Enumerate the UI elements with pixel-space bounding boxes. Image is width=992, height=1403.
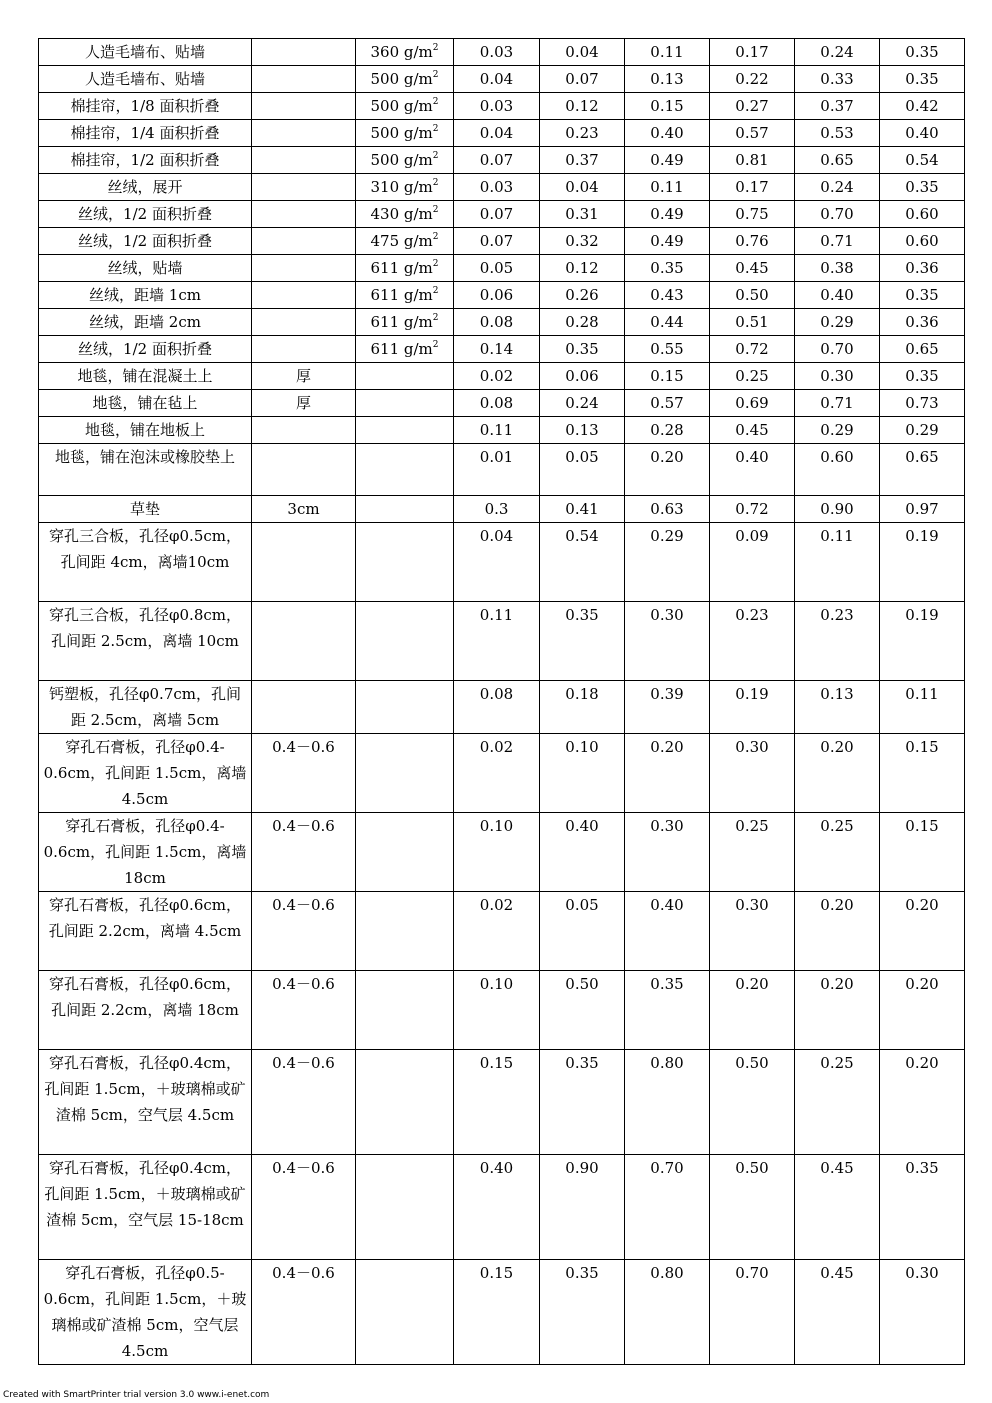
coefficient-cell: 0.33	[795, 66, 880, 93]
thickness-cell	[252, 309, 356, 336]
coefficient-cell: 0.40	[454, 1155, 540, 1260]
coefficient-cell: 0.20	[795, 734, 880, 813]
coefficient-cell: 0.38	[795, 255, 880, 282]
coefficient-cell: 0.15	[625, 93, 710, 120]
material-cell: 地毯，铺在毡上	[39, 390, 252, 417]
coefficient-cell: 0.45	[795, 1155, 880, 1260]
coefficient-cell: 0.45	[710, 255, 795, 282]
coefficient-cell: 0.40	[625, 892, 710, 971]
thickness-cell: 3cm	[252, 496, 356, 523]
coefficient-cell: 0.24	[795, 39, 880, 66]
weight-value: 611 g/m	[370, 340, 433, 358]
coefficient-cell: 0.90	[795, 496, 880, 523]
coefficient-cell: 0.06	[454, 282, 540, 309]
coefficient-cell: 0.50	[710, 282, 795, 309]
coefficient-cell: 0.10	[540, 734, 625, 813]
coefficient-cell: 0.81	[710, 147, 795, 174]
coefficient-cell: 0.35	[540, 1260, 625, 1365]
coefficient-cell: 0.25	[710, 813, 795, 892]
coefficient-cell: 0.02	[454, 363, 540, 390]
coefficient-cell: 0.04	[454, 66, 540, 93]
coefficient-cell: 0.45	[795, 1260, 880, 1365]
coefficient-cell: 0.30	[710, 734, 795, 813]
coefficient-cell: 0.31	[540, 201, 625, 228]
coefficient-cell: 0.75	[710, 201, 795, 228]
coefficient-cell: 0.65	[880, 444, 965, 496]
coefficient-cell: 0.20	[880, 1050, 965, 1155]
weight-cell	[356, 681, 454, 734]
coefficient-cell: 0.36	[880, 309, 965, 336]
material-cell: 穿孔三合板，孔径φ0.8cm，孔间距 2.5cm，离墙 10cm	[39, 602, 252, 681]
material-cell: 穿孔石膏板，孔径φ0.4cm，孔间距 1.5cm，＋玻璃棉或矿渣棉 5cm，空气层 4.5cm	[39, 1050, 252, 1155]
coefficient-cell: 0.70	[625, 1155, 710, 1260]
thickness-cell	[252, 602, 356, 681]
material-cell: 人造毛墙布、贴墙	[39, 66, 252, 93]
coefficient-cell: 0.80	[625, 1050, 710, 1155]
coefficient-cell: 0.49	[625, 201, 710, 228]
coefficient-cell: 0.20	[880, 892, 965, 971]
coefficient-cell: 0.35	[880, 66, 965, 93]
thickness-cell	[252, 681, 356, 734]
coefficient-cell: 0.11	[454, 417, 540, 444]
coefficient-cell: 0.49	[625, 147, 710, 174]
weight-cell	[356, 1155, 454, 1260]
coefficient-cell: 0.17	[710, 39, 795, 66]
coefficient-cell: 0.24	[795, 174, 880, 201]
table-row	[39, 1050, 965, 1155]
weight-cell	[356, 309, 454, 336]
coefficient-cell: 0.08	[454, 309, 540, 336]
weight-unit-exponent: 2	[432, 70, 439, 80]
coefficient-cell: 0.35	[880, 282, 965, 309]
material-cell: 丝绒，展开	[39, 174, 252, 201]
coefficient-cell: 0.01	[454, 444, 540, 496]
weight-value: 500 g/m	[370, 97, 433, 115]
coefficient-cell: 0.13	[795, 681, 880, 734]
coefficient-cell: 0.63	[625, 496, 710, 523]
material-cell: 钙塑板，孔径φ0.7cm，孔间距 2.5cm，离墙 5cm	[39, 681, 252, 734]
material-cell: 棉挂帘，1/2 面积折叠	[39, 147, 252, 174]
weight-unit-exponent: 2	[432, 97, 439, 107]
weight-cell	[356, 174, 454, 201]
thickness-cell	[252, 39, 356, 66]
coefficient-cell: 0.53	[795, 120, 880, 147]
table-row	[39, 174, 965, 201]
coefficient-cell: 0.11	[454, 602, 540, 681]
coefficient-cell: 0.14	[454, 336, 540, 363]
coefficient-cell: 0.80	[625, 1260, 710, 1365]
table-row	[39, 255, 965, 282]
thickness-cell: 0.4－0.6	[252, 892, 356, 971]
thickness-cell	[252, 417, 356, 444]
coefficient-cell: 0.12	[540, 93, 625, 120]
table-row	[39, 444, 965, 496]
coefficient-cell: 0.28	[540, 309, 625, 336]
coefficient-cell: 0.40	[625, 120, 710, 147]
weight-value: 500 g/m	[370, 151, 433, 169]
coefficient-cell: 0.17	[710, 174, 795, 201]
coefficient-cell: 0.15	[880, 734, 965, 813]
coefficient-cell: 0.40	[880, 120, 965, 147]
coefficient-cell: 0.70	[795, 336, 880, 363]
coefficient-cell: 0.20	[625, 444, 710, 496]
weight-unit-exponent: 2	[432, 124, 439, 134]
coefficient-cell: 0.72	[710, 496, 795, 523]
weight-cell	[356, 147, 454, 174]
thickness-cell: 0.4－0.6	[252, 971, 356, 1050]
thickness-cell	[252, 174, 356, 201]
coefficient-cell: 0.11	[625, 174, 710, 201]
thickness-cell: 0.4－0.6	[252, 813, 356, 892]
coefficient-cell: 0.30	[625, 813, 710, 892]
coefficient-cell: 0.35	[540, 602, 625, 681]
weight-cell	[356, 602, 454, 681]
coefficient-cell: 0.23	[710, 602, 795, 681]
coefficient-cell: 0.40	[710, 444, 795, 496]
coefficient-cell: 0.35	[880, 1155, 965, 1260]
material-cell: 棉挂帘，1/8 面积折叠	[39, 93, 252, 120]
thickness-cell	[252, 120, 356, 147]
thickness-cell	[252, 147, 356, 174]
table-row	[39, 892, 965, 971]
coefficient-cell: 0.43	[625, 282, 710, 309]
coefficient-cell: 0.60	[880, 228, 965, 255]
material-cell: 丝绒，1/2 面积折叠	[39, 228, 252, 255]
coefficient-cell: 0.97	[880, 496, 965, 523]
table-row	[39, 228, 965, 255]
table-row	[39, 813, 965, 892]
material-cell: 丝绒，距墙 1cm	[39, 282, 252, 309]
table-row	[39, 39, 965, 66]
table-row	[39, 681, 965, 734]
material-cell: 人造毛墙布、贴墙	[39, 39, 252, 66]
weight-value: 360 g/m	[370, 43, 433, 61]
table-row	[39, 971, 965, 1050]
coefficient-cell: 0.71	[795, 390, 880, 417]
coefficient-cell: 0.19	[880, 523, 965, 602]
weight-unit-exponent: 2	[432, 151, 439, 161]
coefficient-cell: 0.15	[625, 363, 710, 390]
thickness-cell	[252, 201, 356, 228]
coefficient-cell: 0.04	[454, 120, 540, 147]
table-row	[39, 120, 965, 147]
coefficient-cell: 0.32	[540, 228, 625, 255]
weight-cell	[356, 1050, 454, 1155]
table-row	[39, 309, 965, 336]
coefficient-cell: 0.20	[795, 892, 880, 971]
coefficient-cell: 0.05	[540, 892, 625, 971]
weight-cell	[356, 363, 454, 390]
thickness-cell: 厚	[252, 363, 356, 390]
weight-value: 310 g/m	[370, 178, 433, 196]
coefficient-cell: 0.50	[710, 1155, 795, 1260]
material-cell: 草垫	[39, 496, 252, 523]
weight-cell	[356, 496, 454, 523]
material-cell: 穿孔三合板，孔径φ0.5cm，孔间距 4cm，离墙10cm	[39, 523, 252, 602]
coefficient-cell: 0.03	[454, 93, 540, 120]
coefficient-cell: 0.71	[795, 228, 880, 255]
coefficient-cell: 0.65	[795, 147, 880, 174]
weight-value: 475 g/m	[370, 232, 433, 250]
coefficient-cell: 0.24	[540, 390, 625, 417]
coefficient-cell: 0.15	[454, 1050, 540, 1155]
coefficient-cell: 0.23	[540, 120, 625, 147]
coefficient-cell: 0.10	[454, 971, 540, 1050]
coefficient-cell: 0.27	[710, 93, 795, 120]
thickness-cell: 0.4－0.6	[252, 734, 356, 813]
weight-unit-exponent: 2	[432, 286, 439, 296]
table-row	[39, 1155, 965, 1260]
weight-cell	[356, 390, 454, 417]
coefficient-cell: 0.05	[454, 255, 540, 282]
coefficient-cell: 0.70	[710, 1260, 795, 1365]
material-cell: 丝绒，1/2 面积折叠	[39, 201, 252, 228]
coefficient-cell: 0.04	[454, 523, 540, 602]
coefficient-cell: 0.35	[540, 1050, 625, 1155]
thickness-cell: 厚	[252, 390, 356, 417]
thickness-cell	[252, 444, 356, 496]
coefficient-cell: 0.35	[540, 336, 625, 363]
coefficient-cell: 0.07	[454, 147, 540, 174]
table-row	[39, 336, 965, 363]
table-row	[39, 66, 965, 93]
footer-watermark: Created with SmartPrinter trial version 3.0 www.i-enet.com	[3, 1390, 270, 1400]
coefficient-cell: 0.57	[710, 120, 795, 147]
coefficient-cell: 0.15	[880, 813, 965, 892]
thickness-cell	[252, 255, 356, 282]
material-cell: 穿孔石膏板，孔径φ0.4-0.6cm，孔间距 1.5cm，离墙 18cm	[39, 813, 252, 892]
coefficient-cell: 0.11	[625, 39, 710, 66]
weight-unit-exponent: 2	[432, 178, 439, 188]
thickness-cell	[252, 228, 356, 255]
weight-cell	[356, 813, 454, 892]
coefficient-cell: 0.54	[540, 523, 625, 602]
weight-unit-exponent: 2	[432, 205, 439, 215]
coefficient-cell: 0.45	[710, 417, 795, 444]
coefficient-cell: 0.20	[625, 734, 710, 813]
coefficient-cell: 0.11	[880, 681, 965, 734]
coefficient-cell: 0.73	[880, 390, 965, 417]
coefficient-cell: 0.15	[454, 1260, 540, 1365]
thickness-cell	[252, 282, 356, 309]
coefficient-cell: 0.20	[795, 971, 880, 1050]
weight-value: 611 g/m	[370, 313, 433, 331]
weight-cell	[356, 255, 454, 282]
coefficient-cell: 0.08	[454, 390, 540, 417]
material-cell: 地毯，铺在地板上	[39, 417, 252, 444]
table-row	[39, 282, 965, 309]
weight-unit-exponent: 2	[432, 232, 439, 242]
coefficient-cell: 0.06	[540, 363, 625, 390]
material-cell: 丝绒，距墙 2cm	[39, 309, 252, 336]
coefficient-cell: 0.25	[710, 363, 795, 390]
coefficient-cell: 0.05	[540, 444, 625, 496]
thickness-cell: 0.4－0.6	[252, 1155, 356, 1260]
coefficient-cell: 0.40	[795, 282, 880, 309]
coefficient-cell: 0.72	[710, 336, 795, 363]
coefficient-cell: 0.40	[540, 813, 625, 892]
coefficient-cell: 0.26	[540, 282, 625, 309]
weight-cell	[356, 336, 454, 363]
material-cell: 穿孔石膏板，孔径φ0.6cm，孔间距 2.2cm，离墙 4.5cm	[39, 892, 252, 971]
coefficient-cell: 0.3	[454, 496, 540, 523]
coefficient-cell: 0.29	[880, 417, 965, 444]
weight-value: 500 g/m	[370, 124, 433, 142]
weight-unit-exponent: 2	[432, 43, 439, 53]
coefficient-cell: 0.04	[540, 174, 625, 201]
coefficient-cell: 0.35	[625, 255, 710, 282]
coefficient-cell: 0.10	[454, 813, 540, 892]
coefficient-cell: 0.37	[795, 93, 880, 120]
weight-cell	[356, 66, 454, 93]
weight-value: 500 g/m	[370, 70, 433, 88]
coefficient-cell: 0.07	[454, 228, 540, 255]
coefficient-cell: 0.04	[540, 39, 625, 66]
coefficient-cell: 0.13	[540, 417, 625, 444]
coefficient-cell: 0.20	[880, 971, 965, 1050]
thickness-cell	[252, 523, 356, 602]
coefficient-cell: 0.35	[880, 39, 965, 66]
coefficient-cell: 0.30	[795, 363, 880, 390]
coefficient-cell: 0.25	[795, 1050, 880, 1155]
weight-cell	[356, 734, 454, 813]
material-cell: 丝绒，贴墙	[39, 255, 252, 282]
weight-cell	[356, 892, 454, 971]
table-row	[39, 523, 965, 602]
coefficient-cell: 0.29	[625, 523, 710, 602]
coefficient-cell: 0.42	[880, 93, 965, 120]
coefficient-cell: 0.36	[880, 255, 965, 282]
coefficient-cell: 0.03	[454, 174, 540, 201]
weight-cell	[356, 39, 454, 66]
weight-value: 611 g/m	[370, 286, 433, 304]
table-row	[39, 602, 965, 681]
coefficient-cell: 0.29	[795, 417, 880, 444]
coefficient-cell: 0.30	[710, 892, 795, 971]
material-cell: 地毯，铺在泡沫或橡胶垫上	[39, 444, 252, 496]
coefficient-cell: 0.69	[710, 390, 795, 417]
coefficient-cell: 0.02	[454, 734, 540, 813]
coefficient-cell: 0.39	[625, 681, 710, 734]
table-body	[39, 39, 965, 1365]
coefficient-cell: 0.03	[454, 39, 540, 66]
thickness-cell	[252, 93, 356, 120]
coefficient-cell: 0.07	[540, 66, 625, 93]
weight-cell	[356, 120, 454, 147]
coefficient-cell: 0.41	[540, 496, 625, 523]
coefficient-cell: 0.18	[540, 681, 625, 734]
weight-cell	[356, 93, 454, 120]
weight-value: 611 g/m	[370, 259, 433, 277]
coefficient-cell: 0.50	[710, 1050, 795, 1155]
absorption-coefficient-table	[38, 38, 965, 1365]
thickness-cell	[252, 66, 356, 93]
table-row	[39, 201, 965, 228]
coefficient-cell: 0.23	[795, 602, 880, 681]
coefficient-cell: 0.09	[710, 523, 795, 602]
coefficient-cell: 0.25	[795, 813, 880, 892]
weight-cell	[356, 444, 454, 496]
coefficient-cell: 0.35	[880, 174, 965, 201]
material-cell: 丝绒，1/2 面积折叠	[39, 336, 252, 363]
weight-cell	[356, 282, 454, 309]
thickness-cell: 0.4－0.6	[252, 1050, 356, 1155]
table-row	[39, 496, 965, 523]
coefficient-cell: 0.07	[454, 201, 540, 228]
weight-cell	[356, 228, 454, 255]
table-row	[39, 147, 965, 174]
weight-cell	[356, 971, 454, 1050]
weight-cell	[356, 1260, 454, 1365]
coefficient-cell: 0.70	[795, 201, 880, 228]
weight-cell	[356, 417, 454, 444]
table-row	[39, 734, 965, 813]
table-row	[39, 363, 965, 390]
material-cell: 穿孔石膏板，孔径φ0.4-0.6cm，孔间距 1.5cm，离墙 4.5cm	[39, 734, 252, 813]
coefficient-cell: 0.44	[625, 309, 710, 336]
thickness-cell: 0.4－0.6	[252, 1260, 356, 1365]
table-row	[39, 93, 965, 120]
coefficient-cell: 0.49	[625, 228, 710, 255]
material-cell: 地毯，铺在混凝土上	[39, 363, 252, 390]
coefficient-cell: 0.20	[710, 971, 795, 1050]
weight-unit-exponent: 2	[432, 259, 439, 269]
material-cell: 穿孔石膏板，孔径φ0.5-0.6cm，孔间距 1.5cm，＋玻璃棉或矿渣棉 5cm，空气层 4.5cm	[39, 1260, 252, 1365]
material-cell: 穿孔石膏板，孔径φ0.6cm，孔间距 2.2cm，离墙 18cm	[39, 971, 252, 1050]
coefficient-cell: 0.19	[710, 681, 795, 734]
coefficient-cell: 0.51	[710, 309, 795, 336]
weight-cell	[356, 523, 454, 602]
coefficient-cell: 0.30	[880, 1260, 965, 1365]
thickness-cell	[252, 336, 356, 363]
coefficient-cell: 0.19	[880, 602, 965, 681]
weight-value: 430 g/m	[370, 205, 433, 223]
coefficient-cell: 0.37	[540, 147, 625, 174]
coefficient-cell: 0.13	[625, 66, 710, 93]
coefficient-cell: 0.76	[710, 228, 795, 255]
table-row	[39, 1260, 965, 1365]
coefficient-cell: 0.08	[454, 681, 540, 734]
table-row	[39, 417, 965, 444]
coefficient-cell: 0.22	[710, 66, 795, 93]
coefficient-cell: 0.90	[540, 1155, 625, 1260]
coefficient-cell: 0.35	[880, 363, 965, 390]
weight-cell	[356, 201, 454, 228]
material-cell: 棉挂帘，1/4 面积折叠	[39, 120, 252, 147]
table-row	[39, 390, 965, 417]
coefficient-cell: 0.65	[880, 336, 965, 363]
coefficient-cell: 0.60	[880, 201, 965, 228]
coefficient-cell: 0.60	[795, 444, 880, 496]
material-cell: 穿孔石膏板，孔径φ0.4cm，孔间距 1.5cm，＋玻璃棉或矿渣棉 5cm，空气层 15-18cm	[39, 1155, 252, 1260]
coefficient-cell: 0.02	[454, 892, 540, 971]
weight-unit-exponent: 2	[432, 313, 439, 323]
coefficient-cell: 0.57	[625, 390, 710, 417]
coefficient-cell: 0.29	[795, 309, 880, 336]
weight-unit-exponent: 2	[432, 340, 439, 350]
coefficient-cell: 0.50	[540, 971, 625, 1050]
coefficient-cell: 0.11	[795, 523, 880, 602]
coefficient-cell: 0.28	[625, 417, 710, 444]
coefficient-cell: 0.30	[625, 602, 710, 681]
coefficient-cell: 0.12	[540, 255, 625, 282]
coefficient-cell: 0.35	[625, 971, 710, 1050]
coefficient-cell: 0.54	[880, 147, 965, 174]
coefficient-cell: 0.55	[625, 336, 710, 363]
